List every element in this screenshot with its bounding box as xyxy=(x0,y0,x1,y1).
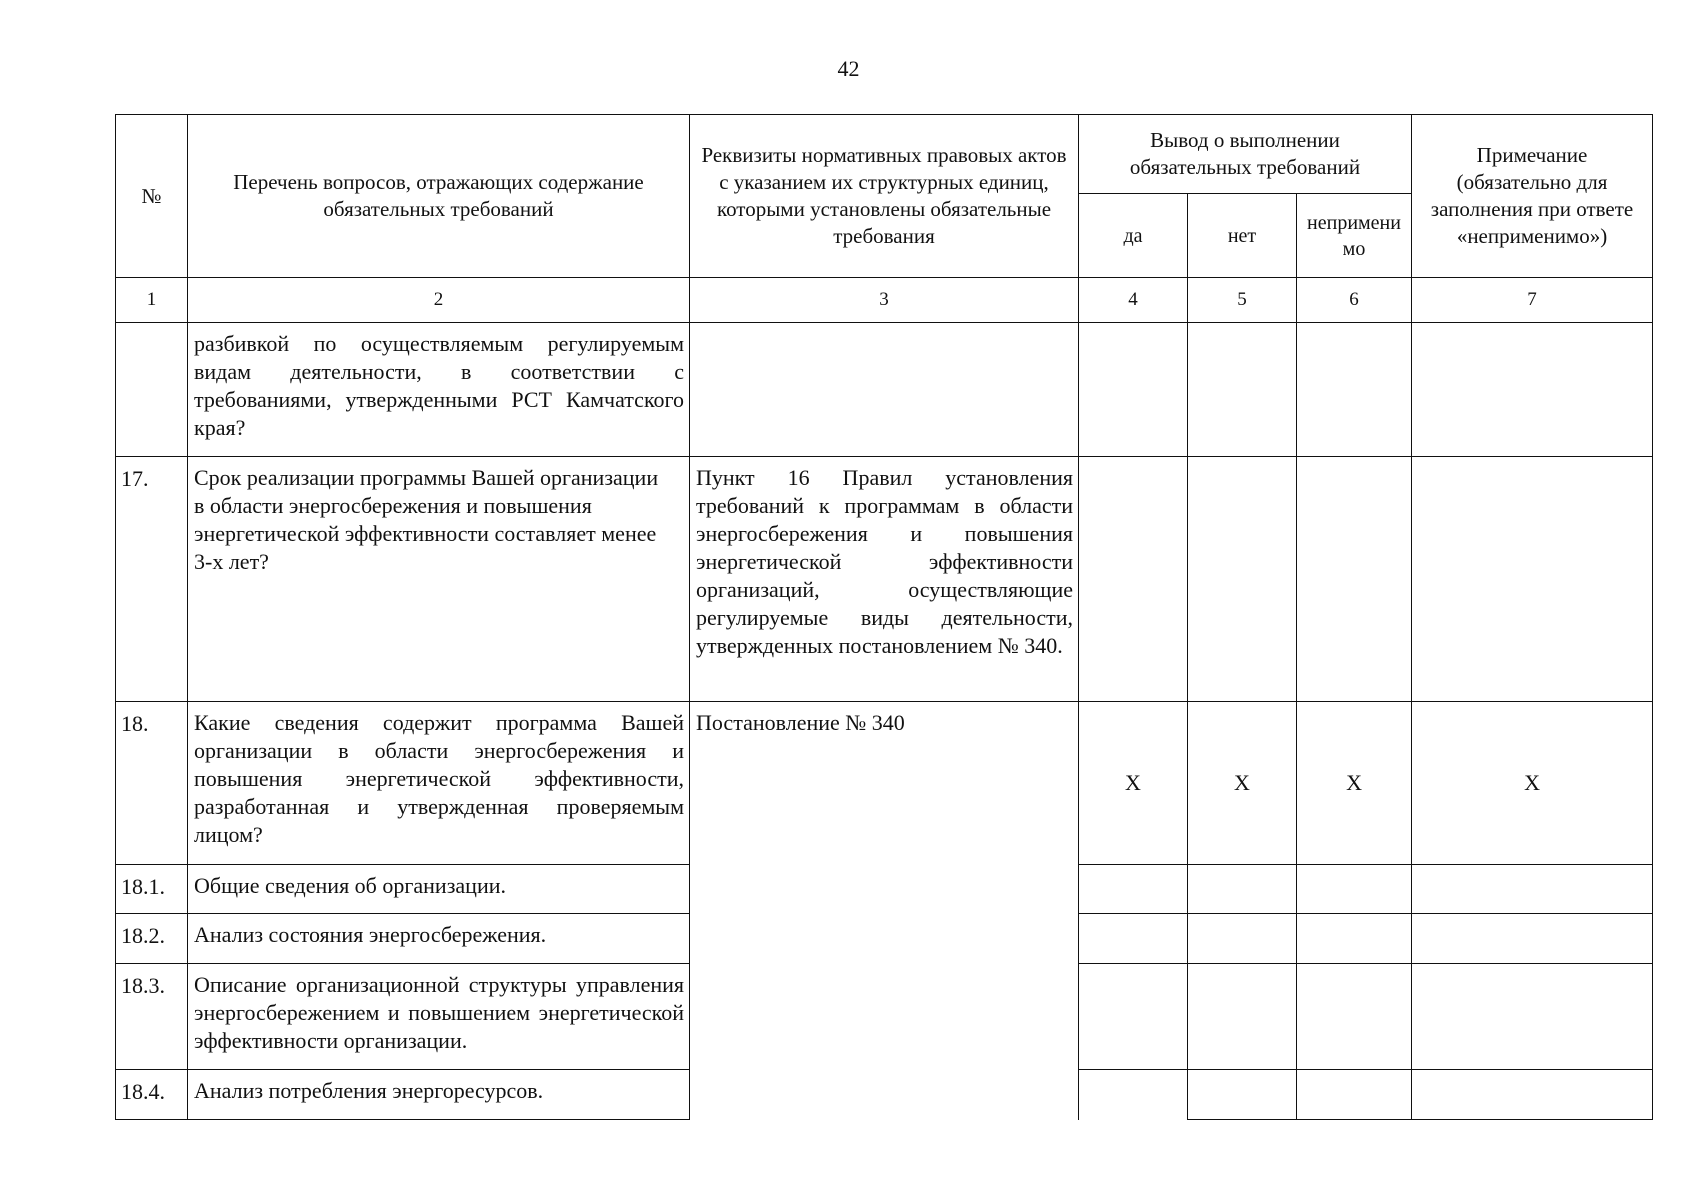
row-number: 18.4. xyxy=(116,1070,188,1120)
row-question: Срок реализации программы Вашей организации в области энергосбережения и повышения энергетической эффективности составляет менее 3-х лет? xyxy=(188,457,690,702)
row-question: разбивкой по осуществляемым регулируемым видам деятельности, в соответствии с требованиями, утвержденными РСТ Камчатского края? xyxy=(188,323,690,457)
index-cell: 5 xyxy=(1188,278,1297,323)
row-question: Общие сведения об организации. xyxy=(188,865,690,914)
row-no xyxy=(1188,914,1297,964)
row-number: 18.1. xyxy=(116,865,188,914)
row-requisite: Постановление № 340 xyxy=(690,702,1079,1120)
checklist-table xyxy=(115,114,1653,1120)
row-note xyxy=(1412,914,1653,964)
row-not-applicable xyxy=(1297,865,1412,914)
row-requisite xyxy=(690,323,1079,457)
row-note xyxy=(1412,964,1653,1070)
requisite-gap xyxy=(1079,1070,1188,1120)
row-yes: X xyxy=(1079,702,1188,865)
row-question: Анализ состояния энергосбережения. xyxy=(188,914,690,964)
row-question: Анализ потребления энергоресурсов. xyxy=(188,1070,690,1120)
row-yes xyxy=(1079,914,1188,964)
row-note xyxy=(1412,323,1653,457)
table-row xyxy=(116,457,1653,702)
row-yes xyxy=(1079,323,1188,457)
row-not-applicable xyxy=(1297,914,1412,964)
row-no xyxy=(1188,457,1297,702)
table-row xyxy=(116,323,1653,457)
header-questions: Перечень вопросов, отражающих содержание обязательных требований xyxy=(188,115,690,278)
row-no: X xyxy=(1188,702,1297,865)
header-number: № xyxy=(116,115,188,278)
row-no xyxy=(1297,1070,1412,1120)
header-note: Примечание (обязательно для заполнения при ответе «неприменимо») xyxy=(1412,115,1653,278)
header-yes: да xyxy=(1079,194,1188,278)
index-cell: 1 xyxy=(116,278,188,323)
row-not-applicable xyxy=(1297,457,1412,702)
row-note xyxy=(1412,457,1653,702)
row-no xyxy=(1188,865,1297,914)
row-question: Описание организационной структуры управления энергосбережением и повышением энергетической эффективности организации. xyxy=(188,964,690,1070)
table-row xyxy=(116,702,1653,865)
row-yes xyxy=(1079,964,1188,1070)
header-requisites: Реквизиты нормативных правовых актов с указанием их структурных единиц, которыми установлены обязательные требования xyxy=(690,115,1079,278)
row-requisite: Пункт 16 Правил установления требований к программам в области энергосбережения и повышения энергетической эффективности организаций, осуществляющие регулируемые виды деятельности, утвержденных постановлением № 340. xyxy=(690,457,1079,702)
row-number: 17. xyxy=(116,457,188,702)
row-note: X xyxy=(1412,702,1653,865)
row-yes xyxy=(1079,457,1188,702)
header-no: нет xyxy=(1188,194,1297,278)
index-cell: 6 xyxy=(1297,278,1412,323)
row-no xyxy=(1188,323,1297,457)
index-row xyxy=(116,278,1653,323)
row-number: 18.3. xyxy=(116,964,188,1070)
row-not-applicable xyxy=(1297,323,1412,457)
index-cell: 3 xyxy=(690,278,1079,323)
index-cell: 2 xyxy=(188,278,690,323)
row-question: Какие сведения содержит программа Вашей организации в области энергосбережения и повышения энергетической эффективности, разработанная и утвержденная проверяемым лицом? xyxy=(188,702,690,865)
row-yes xyxy=(1188,1070,1297,1120)
page-number: 42 xyxy=(837,56,860,81)
index-cell: 4 xyxy=(1079,278,1188,323)
index-cell: 7 xyxy=(1412,278,1653,323)
row-note xyxy=(1412,865,1653,914)
row-number: 18. xyxy=(116,702,188,865)
header-not-applicable: неприменимо xyxy=(1297,194,1412,278)
header-row-top xyxy=(116,115,1653,194)
row-yes xyxy=(1079,865,1188,914)
row-number: 18.2. xyxy=(116,914,188,964)
row-no xyxy=(1188,964,1297,1070)
row-not-applicable: X xyxy=(1297,702,1412,865)
header-conclusion: Вывод о выполнении обязательных требований xyxy=(1079,115,1412,194)
row-not-applicable xyxy=(1412,1070,1653,1120)
row-number xyxy=(116,323,188,457)
row-not-applicable xyxy=(1297,964,1412,1070)
